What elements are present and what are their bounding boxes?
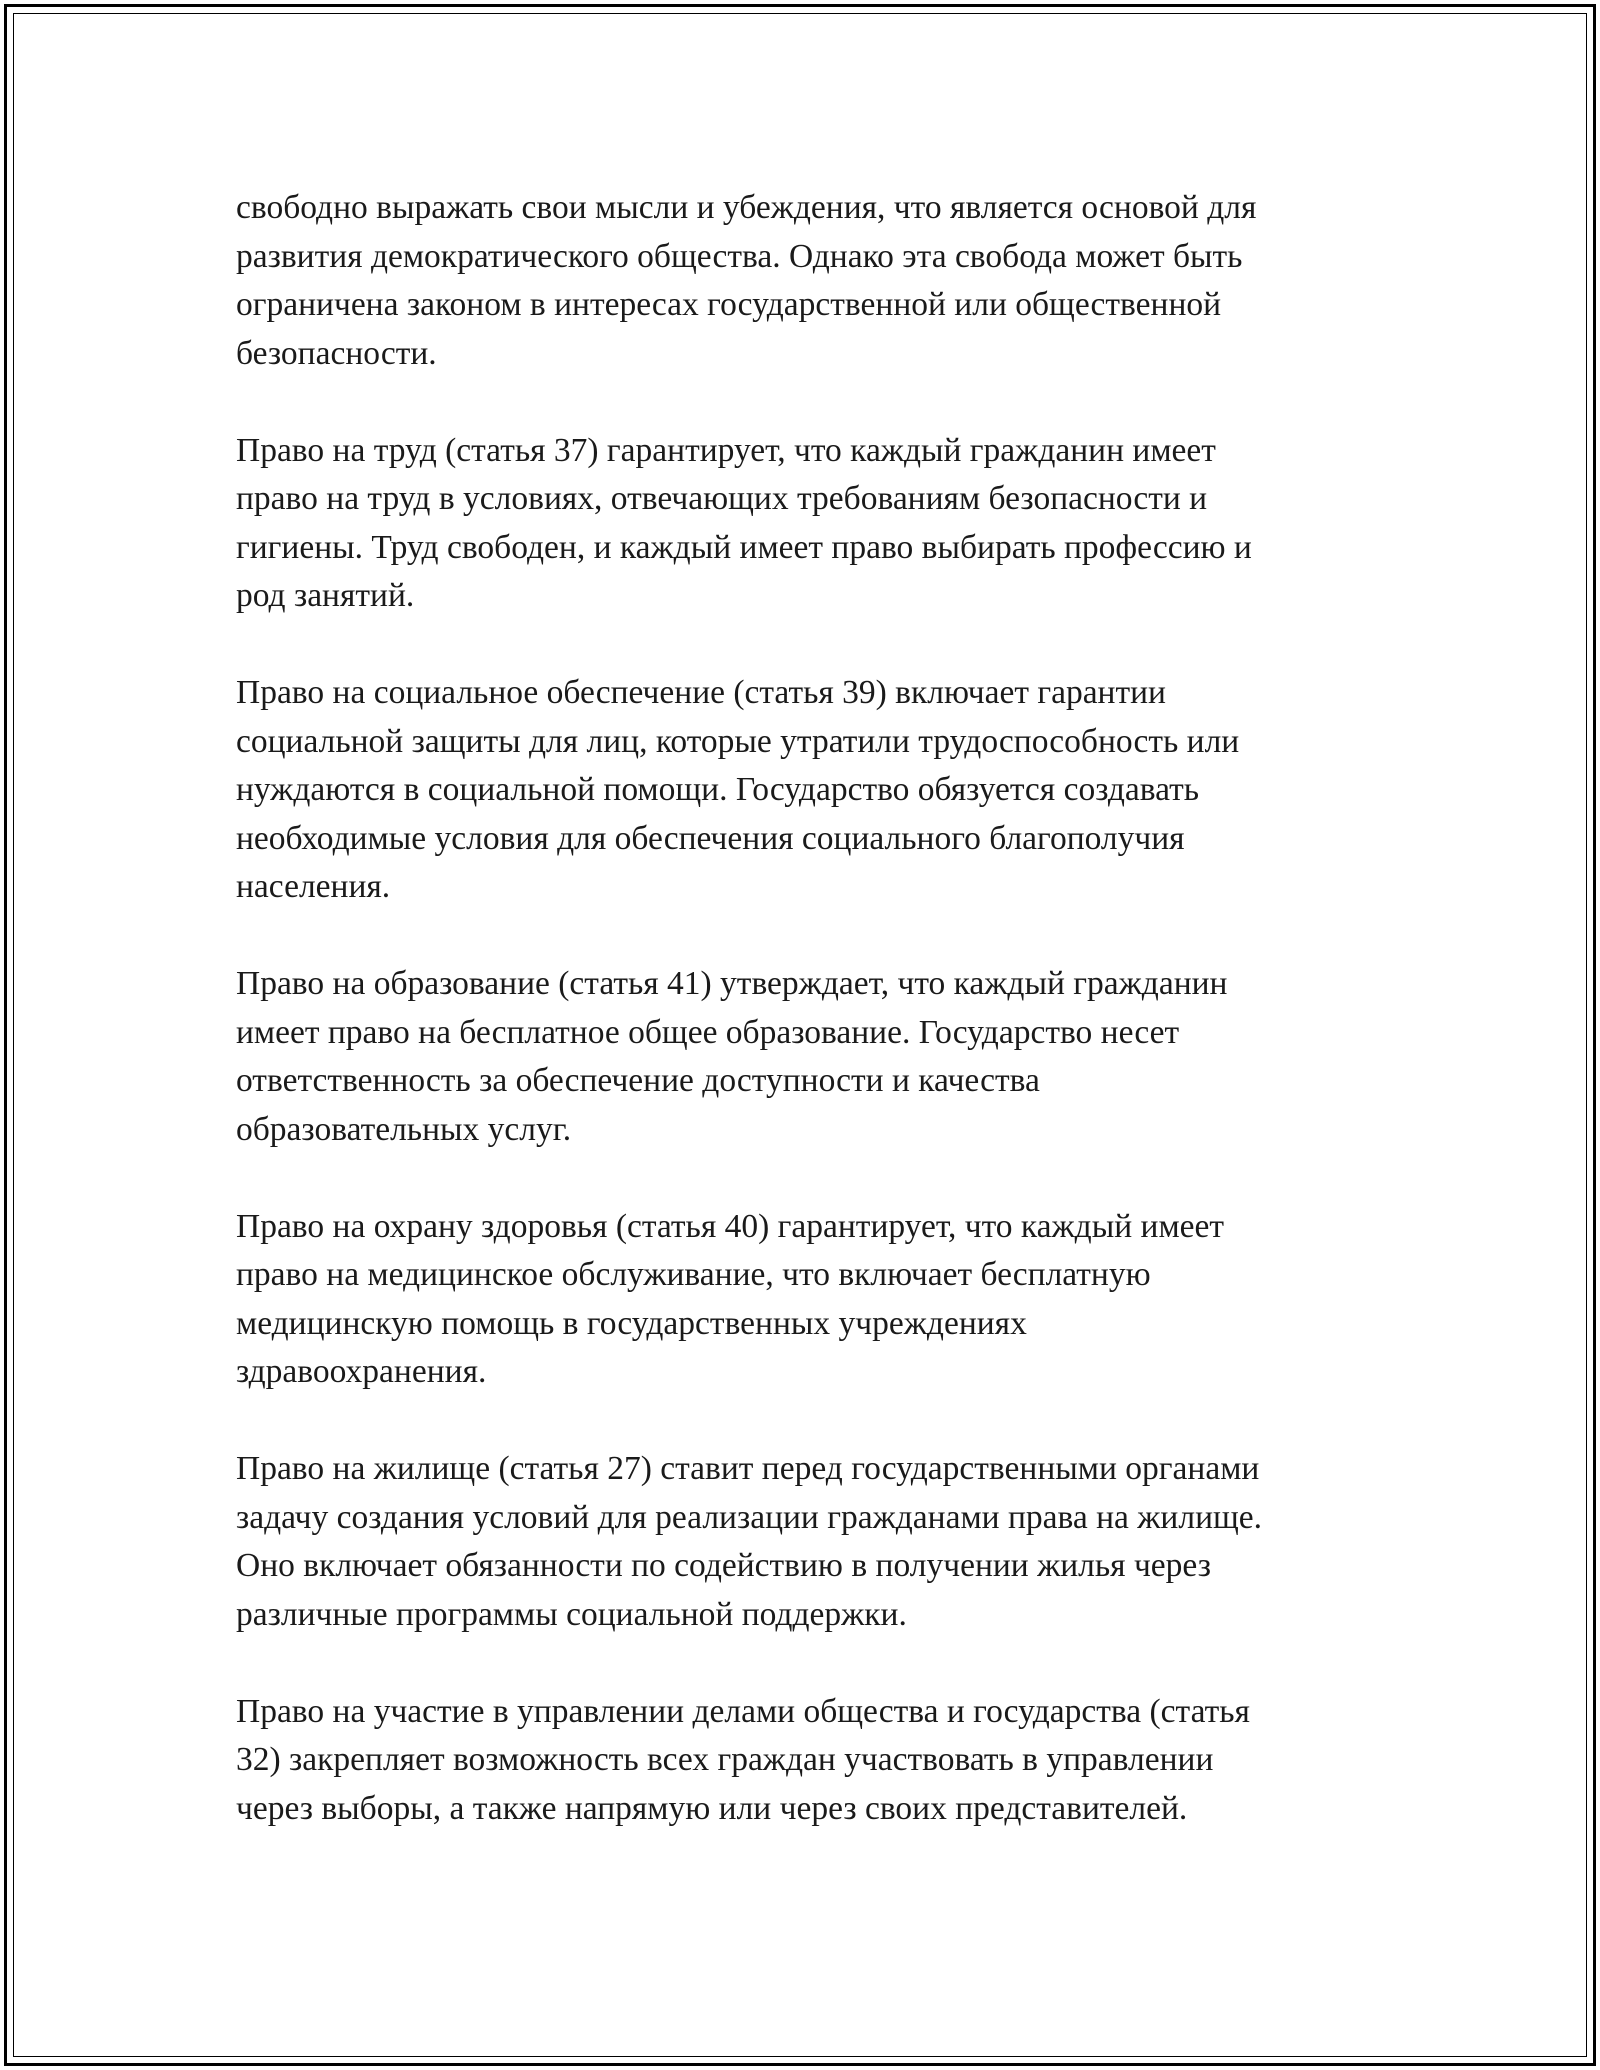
text-line: развития демократического общества. Однако эта свобода может быть (236, 237, 1243, 275)
text-line: медицинскую помощь в государственных учреждениях (236, 1304, 1027, 1342)
text-line: Оно включает обязанности по содействию в получении жилья через (236, 1547, 1211, 1584)
text-line: имеет право на бесплатное общее образование. Государство несет (236, 1013, 1180, 1051)
text-line: право на медицинское обслуживание, что включает бесплатную (236, 1256, 1151, 1293)
text-line: через выборы, а также напрямую или через своих представителей. (236, 1789, 1188, 1827)
text-line: гигиены. Труд свободен, и каждый имеет право выбирать профессию и (236, 528, 1252, 566)
text-line: свободно выражать свои мысли и убеждения, что является основой для (236, 189, 1257, 226)
text-line: 32) закрепляет возможность всех граждан участвовать в управлении (236, 1741, 1214, 1778)
text-line: здравоохранения. (236, 1353, 487, 1390)
text-line: Право на жилище (статья 27) ставит перед государственными органами (236, 1450, 1260, 1487)
text-line: Право на участие в управлении делами общества и государства (статья (236, 1692, 1250, 1730)
paragraph-freedom-of-expression (236, 184, 1386, 378)
paragraph-health-protection (236, 1203, 1386, 1397)
text-line: необходимые условия для обеспечения социального благополучия (236, 819, 1185, 857)
text-line: населения. (236, 868, 391, 905)
text-line: право на труд в условиях, отвечающих требованиям безопасности и (236, 480, 1208, 517)
text-line: Право на охрану здоровья (статья 40) гарантирует, что каждый имеет (236, 1207, 1225, 1245)
text-line: различные программы социальной поддержки. (236, 1595, 907, 1633)
document-body (236, 184, 1386, 1882)
text-line: нуждаются в социальной помощи. Государство обязуется создавать (236, 771, 1200, 808)
text-line: образовательных услуг. (236, 1110, 572, 1148)
text-line: Право на труд (статья 37) гарантирует, что каждый гражданин имеет (236, 431, 1216, 469)
paragraph-right-to-housing (236, 1445, 1386, 1639)
paragraph-social-security (236, 669, 1386, 912)
text-line: безопасности. (236, 334, 437, 372)
paragraph-right-to-work (236, 427, 1386, 621)
text-line: Право на образование (статья 41) утверждает, что каждый гражданин (236, 965, 1228, 1002)
text-line: ограничена законом в интересах государственной или общественной (236, 286, 1222, 323)
text-line: род занятий. (236, 577, 415, 614)
text-line: ответственность за обеспечение доступности и качества (236, 1062, 1040, 1099)
paragraph-right-to-education (236, 960, 1386, 1154)
text-line: задачу создания условий для реализации гражданами права на жилище. (236, 1498, 1263, 1536)
text-line: Право на социальное обеспечение (статья 39) включает гарантии (236, 674, 1166, 711)
paragraph-participation-in-governance (236, 1688, 1386, 1834)
text-line: социальной защиты для лиц, которые утратили трудоспособность или (236, 722, 1240, 760)
